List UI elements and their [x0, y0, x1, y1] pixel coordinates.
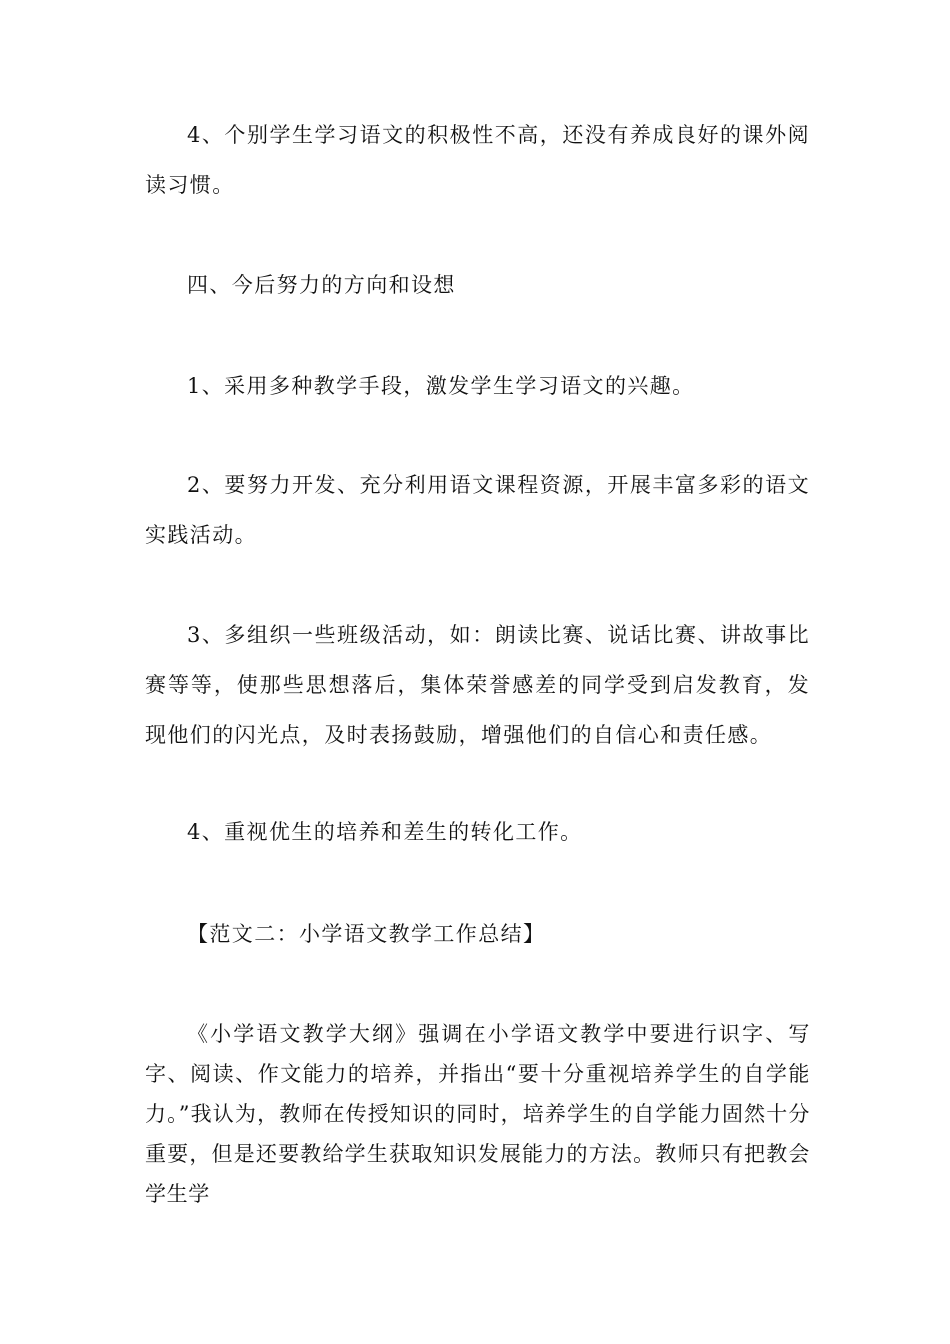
paragraph-essay-body: 《小学语文教学大纲》强调在小学语文教学中要进行识字、写字、阅读、作文能力的培养，并指出“要十分重视培养学生的自学能力。”我认为，教师在传授知识的同时，培养学生的自学能力固然十分重要，但是还要教给学生获取知识发展能力的方法。教师只有把教会学生学	[145, 1022, 810, 1206]
sample-essay-heading: 【范文二：小学语文教学工作总结】	[187, 922, 546, 946]
paragraph-direction-3: 3、多组织一些班级活动，如：朗读比赛、说话比赛、讲故事比赛等等，使那些思想落后，集体荣誉感差的同学受到启发教育，发现他们的闪光点，及时表扬鼓励，增强他们的自信心和责任感。	[145, 623, 810, 747]
section-heading-future-directions: 四、今后努力的方向和设想	[187, 273, 456, 297]
paragraph-direction-1: 1、采用多种教学手段，激发学生学习语文的兴趣。	[187, 374, 695, 398]
paragraph-direction-4: 4、重视优生的培养和差生的转化工作。	[187, 820, 583, 844]
paragraph-problem-4: 4、个别学生学习语文的积极性不高，还没有养成良好的课外阅读习惯。	[145, 123, 810, 197]
paragraph-direction-2: 2、要努力开发、充分利用语文课程资源，开展丰富多彩的语文实践活动。	[145, 473, 810, 547]
